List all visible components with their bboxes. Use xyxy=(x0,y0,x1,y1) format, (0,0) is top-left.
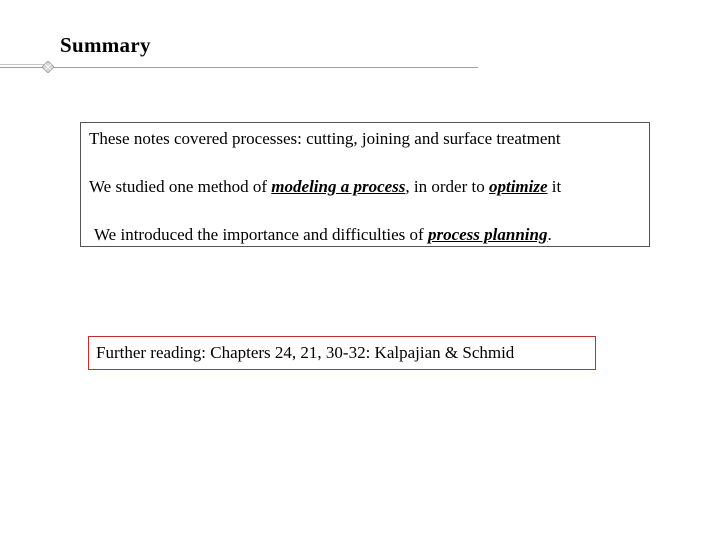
further-reading-text: Further reading: Chapters 24, 21, 30-32: Kalpajian & Schmid xyxy=(96,343,515,362)
emphasis-optimize: optimize xyxy=(488,177,548,196)
slide-title: Summary xyxy=(60,33,151,57)
summary-line-planning xyxy=(94,225,552,245)
emphasis-process-planning: process planning xyxy=(427,225,548,244)
summary-box xyxy=(80,122,650,247)
summary-line-planning-text-2: . xyxy=(547,225,552,244)
further-reading-box xyxy=(88,336,596,370)
title-divider xyxy=(0,67,478,68)
summary-line-processes: These notes covered processes: cutting, joining and surface treatment xyxy=(89,129,561,148)
emphasis-modeling-a-process: modeling a process xyxy=(271,177,406,196)
summary-line-modeling-text-2: , in order to xyxy=(405,177,489,196)
summary-line-modeling xyxy=(89,177,561,197)
summary-line-planning-text-1: We introduced the importance and difficulties of xyxy=(94,225,428,244)
diamond-bullet-icon xyxy=(42,61,54,73)
summary-line-modeling-text-3: it xyxy=(547,177,562,196)
title-rule-left xyxy=(0,64,44,65)
summary-line-modeling-text-1: We studied one method of xyxy=(89,177,272,196)
